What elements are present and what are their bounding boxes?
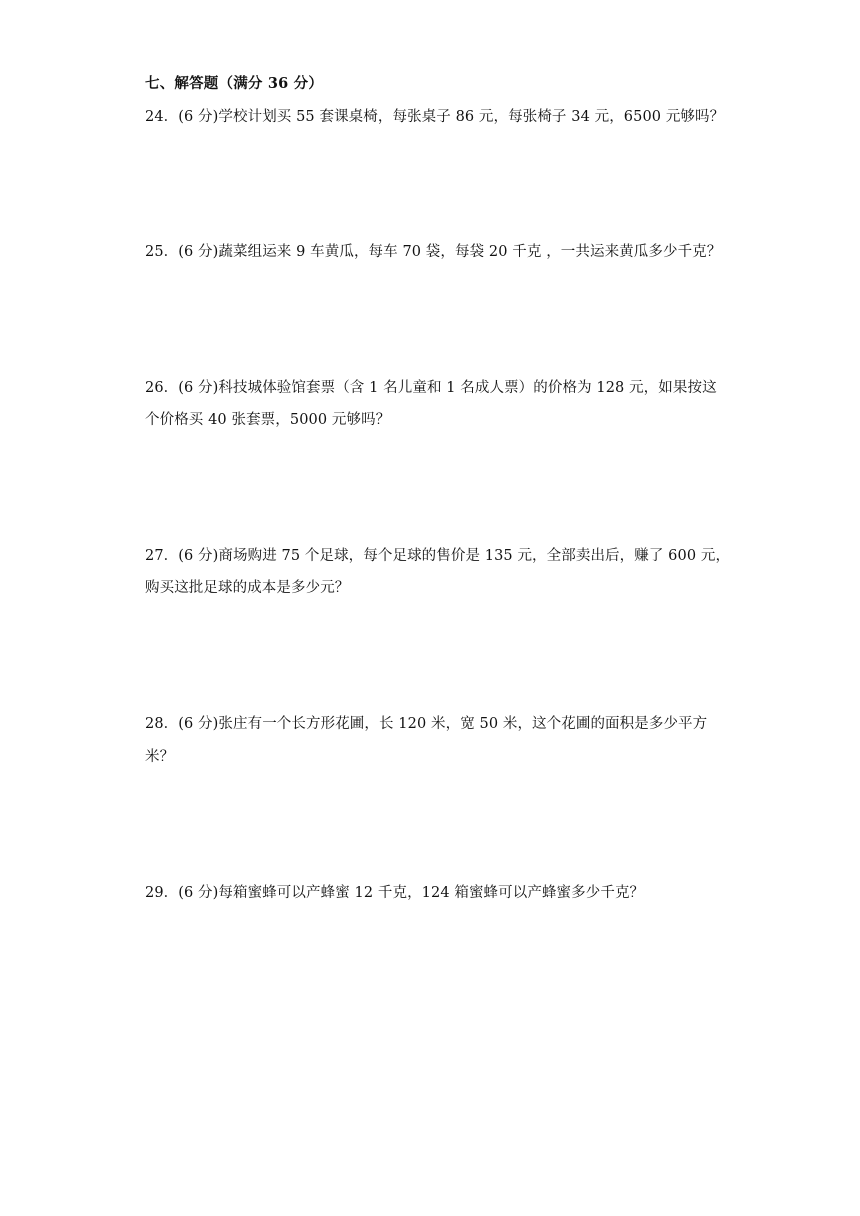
question-28-line-2: 米？ [145,749,175,765]
question-27-line-2: 购买这批足球的成本是多少元？ [145,580,350,596]
question-26-line-1: 26．(6 分)科技城体验馆套票（含 1 名儿童和 1 名成人票）的价格为 128 元，如果按这 [145,380,717,396]
question-29-line-1: 29．(6 分)每箱蜜蜂可以产蜂蜜 12 千克，124 箱蜜蜂可以产蜂蜜多少千克？ [145,885,645,901]
question-28-line-1: 28．(6 分)张庄有一个长方形花圃，长 120 米，宽 50 米，这个花圃的面积是多少平方 [145,716,708,732]
question-25-line-1: 25．(6 分)蔬菜组运来 9 车黄瓜，每车 70 袋，每袋 20 千克 ，一共运来黄瓜多少千克？ [145,244,722,260]
question-24-line-1: 24．(6 分)学校计划买 55 套课桌椅，每张桌子 86 元，每张椅子 34 元，6500 元够吗？ [145,109,725,125]
question-27-line-1: 27．(6 分)商场购进 75 个足球，每个足球的售价是 135 元，全部卖出后，赚了 600 元， [145,548,731,564]
section-title: 七、解答题（满分 36 分） [145,75,324,92]
question-26-line-2: 个价格买 40 张套票，5000 元够吗？ [145,412,391,428]
